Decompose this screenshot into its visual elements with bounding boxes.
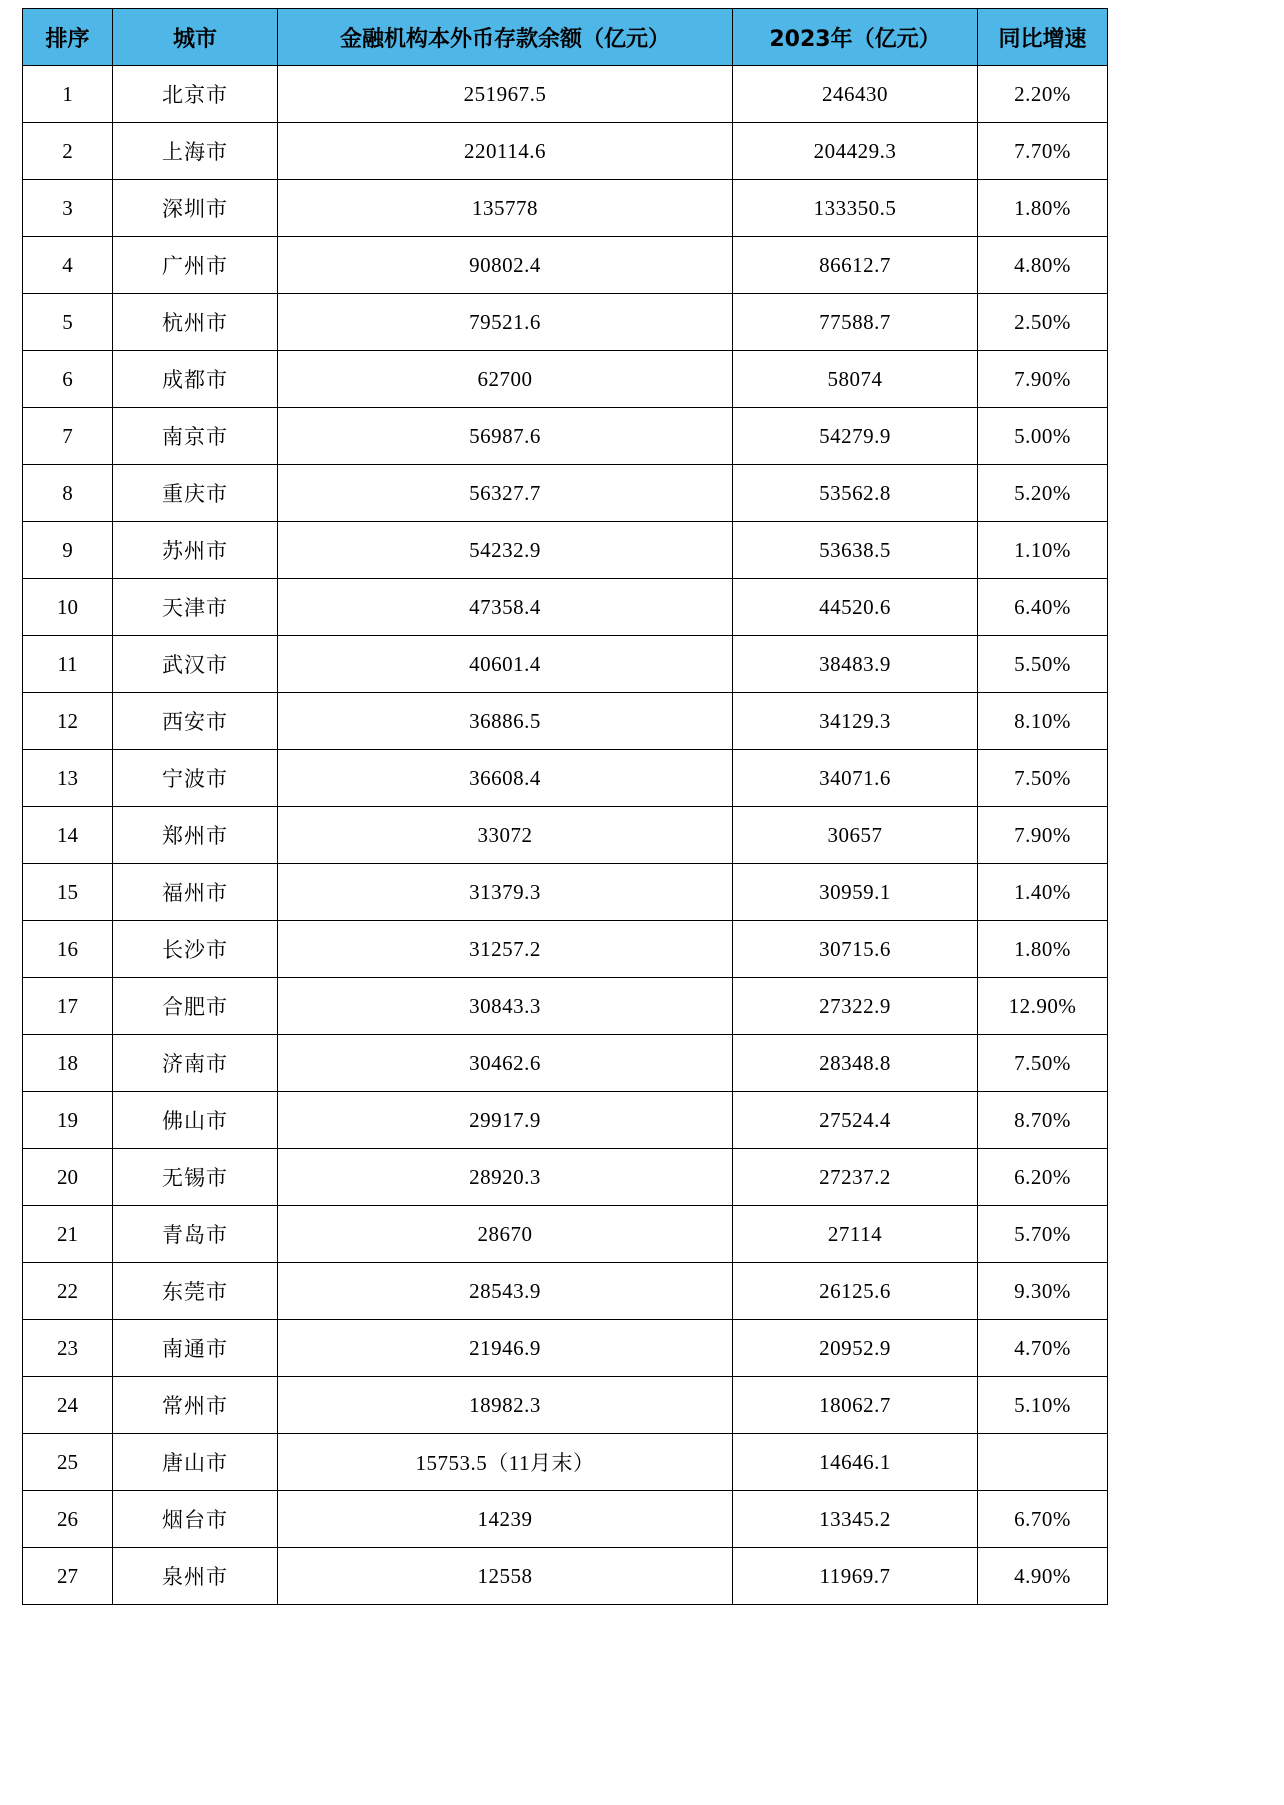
cell-balance: 36886.5: [278, 693, 733, 750]
cell-prev-year: 34129.3: [733, 693, 978, 750]
cell-balance: 14239: [278, 1491, 733, 1548]
cell-balance: 29917.9: [278, 1092, 733, 1149]
cell-city: 合肥市: [113, 978, 278, 1035]
table-row: [23, 294, 1108, 351]
cell-prev-year: 26125.6: [733, 1263, 978, 1320]
cell-rank: 20: [23, 1149, 113, 1206]
cell-city: 佛山市: [113, 1092, 278, 1149]
cell-balance: 30843.3: [278, 978, 733, 1035]
cell-rank: 27: [23, 1548, 113, 1605]
cell-city: 杭州市: [113, 294, 278, 351]
cell-rank: 12: [23, 693, 113, 750]
table-row: [23, 522, 1108, 579]
cell-rank: 17: [23, 978, 113, 1035]
table-row: [23, 123, 1108, 180]
cell-rank: 26: [23, 1491, 113, 1548]
table-row: [23, 1491, 1108, 1548]
cell-city: 武汉市: [113, 636, 278, 693]
cell-growth: 6.40%: [978, 579, 1108, 636]
cell-city: 东莞市: [113, 1263, 278, 1320]
table-row: [23, 693, 1108, 750]
cell-balance: 36608.4: [278, 750, 733, 807]
cell-rank: 14: [23, 807, 113, 864]
cell-balance: 12558: [278, 1548, 733, 1605]
cell-prev-year: 54279.9: [733, 408, 978, 465]
cell-rank: 24: [23, 1377, 113, 1434]
table-row: [23, 978, 1108, 1035]
cell-rank: 23: [23, 1320, 113, 1377]
table-row: [23, 1035, 1108, 1092]
cell-city: 重庆市: [113, 465, 278, 522]
cell-prev-year: 30657: [733, 807, 978, 864]
cell-balance: 28920.3: [278, 1149, 733, 1206]
cell-balance: 79521.6: [278, 294, 733, 351]
table-header-row: [23, 9, 1108, 66]
cell-rank: 15: [23, 864, 113, 921]
cell-prev-year: 27524.4: [733, 1092, 978, 1149]
cell-city: 宁波市: [113, 750, 278, 807]
table-body: [23, 66, 1108, 1605]
cell-city: 天津市: [113, 579, 278, 636]
cell-balance: 54232.9: [278, 522, 733, 579]
cell-city: 北京市: [113, 66, 278, 123]
cell-city: 成都市: [113, 351, 278, 408]
cell-rank: 25: [23, 1434, 113, 1491]
cell-prev-year: 133350.5: [733, 180, 978, 237]
table-row: [23, 408, 1108, 465]
cell-growth: 7.70%: [978, 123, 1108, 180]
cell-balance: 31379.3: [278, 864, 733, 921]
cell-growth: 7.50%: [978, 1035, 1108, 1092]
cell-growth: 4.80%: [978, 237, 1108, 294]
cell-rank: 13: [23, 750, 113, 807]
cell-growth: 7.90%: [978, 807, 1108, 864]
cell-balance: 18982.3: [278, 1377, 733, 1434]
cell-city: 常州市: [113, 1377, 278, 1434]
cell-city: 烟台市: [113, 1491, 278, 1548]
cell-prev-year: 34071.6: [733, 750, 978, 807]
table-row: [23, 921, 1108, 978]
cell-prev-year: 14646.1: [733, 1434, 978, 1491]
cell-balance: 15753.5（11月末）: [278, 1434, 733, 1491]
cell-prev-year: 13345.2: [733, 1491, 978, 1548]
table-row: [23, 1206, 1108, 1263]
cell-city: 唐山市: [113, 1434, 278, 1491]
cell-prev-year: 58074: [733, 351, 978, 408]
cell-prev-year: 20952.9: [733, 1320, 978, 1377]
cell-balance: 47358.4: [278, 579, 733, 636]
table-row: [23, 1320, 1108, 1377]
column-header-city: 城市: [113, 9, 278, 66]
cell-city: 南通市: [113, 1320, 278, 1377]
cell-prev-year: 30715.6: [733, 921, 978, 978]
table-row: [23, 1434, 1108, 1491]
cell-city: 青岛市: [113, 1206, 278, 1263]
cell-prev-year: 204429.3: [733, 123, 978, 180]
cell-rank: 11: [23, 636, 113, 693]
cell-prev-year: 30959.1: [733, 864, 978, 921]
cell-growth: 4.70%: [978, 1320, 1108, 1377]
cell-prev-year: 246430: [733, 66, 978, 123]
cell-growth: 1.80%: [978, 921, 1108, 978]
cell-rank: 4: [23, 237, 113, 294]
table-row: [23, 1092, 1108, 1149]
cell-prev-year: 53562.8: [733, 465, 978, 522]
table-row: [23, 66, 1108, 123]
cell-prev-year: 53638.5: [733, 522, 978, 579]
cell-growth: [978, 1434, 1108, 1491]
cell-growth: 6.70%: [978, 1491, 1108, 1548]
cell-prev-year: 28348.8: [733, 1035, 978, 1092]
cell-rank: 16: [23, 921, 113, 978]
cell-balance: 40601.4: [278, 636, 733, 693]
cell-balance: 90802.4: [278, 237, 733, 294]
cell-rank: 1: [23, 66, 113, 123]
cell-city: 郑州市: [113, 807, 278, 864]
cell-balance: 56327.7: [278, 465, 733, 522]
cell-prev-year: 27114: [733, 1206, 978, 1263]
cell-growth: 7.50%: [978, 750, 1108, 807]
cell-growth: 5.10%: [978, 1377, 1108, 1434]
cell-growth: 1.80%: [978, 180, 1108, 237]
cell-rank: 10: [23, 579, 113, 636]
cell-rank: 9: [23, 522, 113, 579]
cell-city: 泉州市: [113, 1548, 278, 1605]
cell-rank: 22: [23, 1263, 113, 1320]
cell-city: 无锡市: [113, 1149, 278, 1206]
table-row: [23, 1263, 1108, 1320]
cell-rank: 19: [23, 1092, 113, 1149]
cell-city: 广州市: [113, 237, 278, 294]
cell-prev-year: 38483.9: [733, 636, 978, 693]
cell-balance: 28670: [278, 1206, 733, 1263]
table-row: [23, 465, 1108, 522]
cell-rank: 21: [23, 1206, 113, 1263]
cell-city: 深圳市: [113, 180, 278, 237]
cell-growth: 12.90%: [978, 978, 1108, 1035]
cell-city: 济南市: [113, 1035, 278, 1092]
cell-rank: 5: [23, 294, 113, 351]
cell-growth: 7.90%: [978, 351, 1108, 408]
cell-rank: 2: [23, 123, 113, 180]
cell-growth: 4.90%: [978, 1548, 1108, 1605]
cell-growth: 8.10%: [978, 693, 1108, 750]
cell-balance: 62700: [278, 351, 733, 408]
cell-growth: 5.70%: [978, 1206, 1108, 1263]
cell-prev-year: 27237.2: [733, 1149, 978, 1206]
cell-growth: 1.40%: [978, 864, 1108, 921]
cell-prev-year: 86612.7: [733, 237, 978, 294]
cell-rank: 3: [23, 180, 113, 237]
column-header-rank: 排序: [23, 9, 113, 66]
table-row: [23, 237, 1108, 294]
table-row: [23, 1377, 1108, 1434]
cell-balance: 30462.6: [278, 1035, 733, 1092]
table-row: [23, 807, 1108, 864]
cell-growth: 5.20%: [978, 465, 1108, 522]
cell-balance: 21946.9: [278, 1320, 733, 1377]
cell-city: 南京市: [113, 408, 278, 465]
cell-balance: 56987.6: [278, 408, 733, 465]
cell-city: 上海市: [113, 123, 278, 180]
cell-rank: 18: [23, 1035, 113, 1092]
table-row: [23, 864, 1108, 921]
cell-balance: 33072: [278, 807, 733, 864]
cell-balance: 251967.5: [278, 66, 733, 123]
cell-growth: 2.50%: [978, 294, 1108, 351]
cell-city: 福州市: [113, 864, 278, 921]
cell-balance: 28543.9: [278, 1263, 733, 1320]
table-row: [23, 1548, 1108, 1605]
table-row: [23, 750, 1108, 807]
cell-balance: 135778: [278, 180, 733, 237]
cell-prev-year: 44520.6: [733, 579, 978, 636]
cell-rank: 7: [23, 408, 113, 465]
column-header-growth: 同比增速: [978, 9, 1108, 66]
table-row: [23, 180, 1108, 237]
cell-prev-year: 18062.7: [733, 1377, 978, 1434]
cell-growth: 1.10%: [978, 522, 1108, 579]
cell-growth: 6.20%: [978, 1149, 1108, 1206]
cell-growth: 8.70%: [978, 1092, 1108, 1149]
deposit-balance-table: [22, 8, 1108, 1605]
column-header-prev-year: 2023年（亿元）: [733, 9, 978, 66]
cell-growth: 5.00%: [978, 408, 1108, 465]
cell-growth: 2.20%: [978, 66, 1108, 123]
cell-city: 西安市: [113, 693, 278, 750]
cell-rank: 8: [23, 465, 113, 522]
table-row: [23, 1149, 1108, 1206]
cell-rank: 6: [23, 351, 113, 408]
cell-prev-year: 27322.9: [733, 978, 978, 1035]
cell-prev-year: 77588.7: [733, 294, 978, 351]
cell-growth: 5.50%: [978, 636, 1108, 693]
cell-balance: 220114.6: [278, 123, 733, 180]
cell-growth: 9.30%: [978, 1263, 1108, 1320]
cell-prev-year: 11969.7: [733, 1548, 978, 1605]
cell-city: 长沙市: [113, 921, 278, 978]
cell-city: 苏州市: [113, 522, 278, 579]
table-row: [23, 579, 1108, 636]
table-row: [23, 351, 1108, 408]
table-row: [23, 636, 1108, 693]
column-header-balance: 金融机构本外币存款余额（亿元）: [278, 9, 733, 66]
cell-balance: 31257.2: [278, 921, 733, 978]
